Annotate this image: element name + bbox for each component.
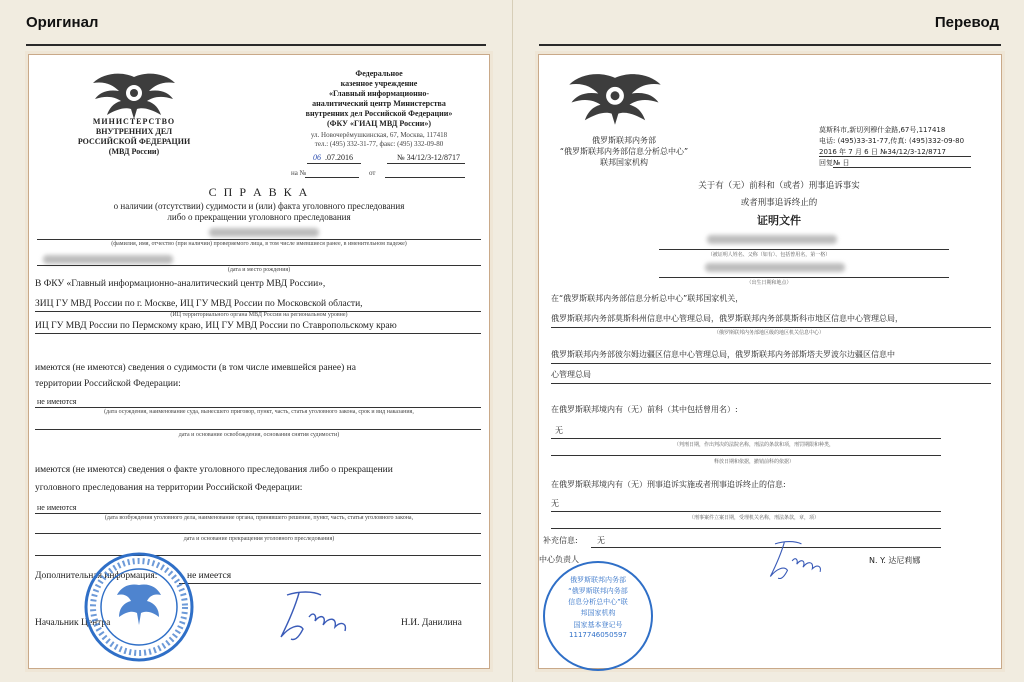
cn-caption-birth: （出生日期和地点） — [746, 280, 792, 286]
cn-phone: 电话: (495)33-31-77,传真: (495)332-09-80 — [819, 137, 965, 145]
ot-label: от — [369, 169, 376, 177]
cn-org-line: 俄罗斯联邦内务部 — [592, 136, 656, 145]
official-stamp-icon — [83, 551, 195, 663]
cn-stamp-line: 邦国家机构 — [580, 609, 616, 617]
date-handwritten: 06 — [313, 153, 321, 162]
name-rule — [37, 239, 481, 240]
document-subtitle-1: о наличии (отсутствии) судимости и (или) факта уголовного преследования — [113, 201, 405, 211]
cn-reply-rule — [833, 167, 971, 168]
cn-line3-rule — [551, 363, 991, 364]
cn-head-name: N. Y. 达尼莉娜 — [869, 556, 921, 565]
pros-rule — [35, 513, 481, 514]
translation-label: Перевод — [934, 14, 999, 31]
cn-line-3a: 俄罗斯联邦内务部彼尔姆边疆区信息中心管理总局，俄罗斯联邦内务部斯塔夫罗波尔边疆区信息中 — [551, 350, 895, 359]
cn-convictions-question: 在俄罗斯联邦境内有（无）前科（其中包括曾用名）: — [551, 405, 738, 414]
cn-caption-pros: （刑事案件立案日期，受理机关名称，刑法条款，章，项） — [688, 515, 819, 521]
org-line: внутренних дел Российской Федерации» — [305, 109, 453, 118]
cn-reply: 回复№ 日 — [819, 159, 850, 167]
cn-pros-rule — [551, 511, 941, 512]
redacted-name — [209, 228, 319, 237]
cn-stamp-line: 国家基本登记号 — [573, 621, 623, 629]
org-address: ул. Новочерёмушкинская, 67, Москва, 117418 — [310, 131, 448, 139]
cn-prosecution-answer: 无 — [551, 499, 559, 508]
ministry-line-3: РОССИЙСКОЙ ФЕДЕРАЦИИ — [77, 137, 191, 146]
caption-birth: (дата и место рождения) — [227, 267, 291, 273]
caption-conv-2: дата и основание освобождения, основания снятия судимости) — [178, 432, 340, 438]
org-line: казенное учреждение — [340, 79, 418, 88]
cn-date-rule — [819, 156, 971, 157]
document-title: С П Р А В К А — [208, 185, 310, 199]
caption-fio: (фамилия, имя, отчество (при наличии) проверяемого лица, в том числе имевшиеся ранее, в именительном падеже) — [111, 241, 407, 247]
cn-line-2: 俄罗斯联邦内务部莫斯科州信息中心管理总局，俄罗斯联邦内务部莫斯科市地区信息中心管理总局， — [551, 314, 903, 323]
original-label: Оригинал — [26, 14, 99, 31]
cn-title-2: 或者刑事追诉终止的 — [740, 198, 818, 208]
cn-prosecution-question: 在俄罗斯联邦境内有（无）刑事追诉实施或者刑事追诉终止的信息: — [551, 480, 786, 489]
prosecution-answer: не имеются — [37, 503, 77, 512]
org-phone: тел.: (495) 332-31-77, факс: (495) 332-09-80 — [314, 140, 444, 148]
cn-convictions-answer: 无 — [555, 426, 563, 435]
cn-title-1: 关于有（无）前科和（或者）刑事追诉事实 — [698, 181, 860, 191]
line-ic: ИЦ ГУ МВД России по Пермскому краю, ИЦ ГУ МВД России по Ставропольскому краю — [35, 321, 397, 331]
cn-caption-regional: （俄罗斯联邦内务部地区级的地区机关信息中心） — [713, 330, 824, 336]
cn-extra-label: 补充信息: — [543, 536, 578, 545]
cn-line3b-rule — [551, 383, 991, 384]
birth-rule — [37, 265, 481, 266]
redacted-birth — [43, 255, 173, 264]
ministry-line-2: ВНУТРЕННИХ ДЕЛ — [95, 127, 173, 136]
cn-head-label: 中心负责人 — [539, 555, 579, 564]
cn-line2-rule — [551, 327, 991, 328]
caption-conv-1: (дата осуждения, наименование суда, вынесшего приговор, пункт, часть, статья уголовного закона, срок и вид наказания, — [104, 409, 414, 415]
cn-title-3: 证明文件 — [757, 214, 801, 227]
org-line: (ФКУ «ГИАЦ МВД России») — [326, 119, 432, 128]
na-rule — [305, 177, 359, 178]
prosecution-question-2: уголовного преследования на территории Российской Федерации: — [35, 483, 303, 493]
cn-line-3b: 心管理总局 — [551, 370, 591, 379]
translation-document — [538, 54, 1002, 669]
caption-pros-1: (дата возбуждения уголовного дела, наименование органа, принявшего решение, пункт, часть, статья уголовного закона, — [104, 515, 414, 521]
ic-rule — [35, 333, 481, 334]
redacted-birth — [705, 263, 845, 272]
head-of-center-name: Н.И. Данилина — [401, 618, 462, 628]
cn-stamp — [543, 561, 653, 671]
convictions-question-2: территории Российской Федерации: — [35, 379, 181, 389]
cn-birth-rule — [659, 277, 949, 278]
ministry-line-4: (МВД России) — [108, 147, 160, 156]
redacted-name — [707, 235, 837, 244]
cn-stamp-line: 俄罗斯联邦内务部 — [570, 576, 626, 584]
cn-date-number: 2016 年 7 月 6 日 №34/12/3-12/8717 — [819, 148, 946, 156]
org-line: «Главный информационно- — [328, 89, 430, 98]
cn-caption-name: （被证明人姓名、父称（如有）、包括曾用名，第一格） — [707, 252, 831, 258]
cn-stamp-line: 1117746050597 — [569, 631, 627, 639]
cn-address: 莫斯科市,新切列穆什金路,67号,117418 — [819, 126, 946, 134]
cn-name-rule — [659, 249, 949, 250]
org-line: Федеральное — [355, 69, 403, 78]
conv-rule — [35, 407, 481, 408]
cn-stamp-line: “俄罗斯联邦内务部 — [568, 587, 628, 595]
na-label: на № — [291, 169, 307, 177]
caption-territorial: (ИЦ территориального органа МВД России на региональном уровне) — [170, 312, 348, 318]
signature-icon — [761, 537, 831, 585]
eagle-emblem-icon — [91, 69, 177, 121]
ot-rule — [385, 177, 465, 178]
line-fku: В ФКУ «Главный информационно-аналитический центр МВД России», — [35, 279, 326, 289]
eagle-emblem-icon — [567, 69, 663, 127]
cn-extra-value: 无 — [597, 536, 605, 545]
signature-icon — [269, 587, 359, 647]
doc-number: № 34/12/3-12/8717 — [397, 153, 460, 162]
cn-org-line: “俄罗斯联邦内务部信息分析总中心” — [559, 147, 689, 156]
prosecution-question-1: имеются (не имеются) сведения о факте уголовного преследования либо о прекращении — [35, 465, 393, 475]
cn-org-line: 联邦国家机构 — [600, 158, 648, 167]
cn-line-1: 在“俄罗斯联邦内务部信息分析总中心”联邦国家机关， — [551, 294, 744, 303]
head-of-center-label: Начальник Центра — [35, 618, 111, 628]
extra-rule — [179, 583, 481, 584]
cn-pros-rule — [551, 528, 941, 529]
conv-rule — [35, 429, 481, 430]
pros-rule — [35, 533, 481, 534]
cn-stamp-line: 信息分析总中心”联 — [568, 598, 628, 606]
date-rule — [307, 163, 361, 164]
line-zic: ЗИЦ ГУ МВД России по г. Москве, ИЦ ГУ МВД России по Московской области, — [35, 299, 363, 309]
cn-caption-conv-2: 释放日期和依据，撤销前科的依据） — [713, 459, 794, 465]
cn-conv-rule — [551, 455, 941, 456]
convictions-answer: не имеются — [37, 397, 77, 406]
convictions-question-1: имеются (не имеются) сведения о судимости (в том числе имевшейся ранее) на — [35, 363, 356, 373]
number-rule — [387, 163, 465, 164]
original-document — [28, 54, 490, 669]
date-value: .07.2016 — [325, 153, 353, 162]
extra-info-value: не имеется — [187, 571, 232, 581]
document-subtitle-2: либо о прекращении уголовного преследования — [167, 212, 351, 222]
extra-info-label: Дополнительная информация: — [35, 571, 158, 581]
cn-caption-conv-1: （判刑日期，作出判决的法院名称，刑法的条款和项，刑罚期限和种类， — [673, 442, 834, 448]
ministry-line-1: МИНИСТЕРСТВО — [92, 117, 176, 126]
label-divider — [539, 44, 1001, 46]
cn-conv-rule — [551, 438, 941, 439]
label-divider — [26, 44, 486, 46]
org-line: аналитический центр Министерства — [312, 99, 446, 108]
caption-pros-2: дата и основание прекращения уголовного преследования) — [183, 536, 335, 542]
